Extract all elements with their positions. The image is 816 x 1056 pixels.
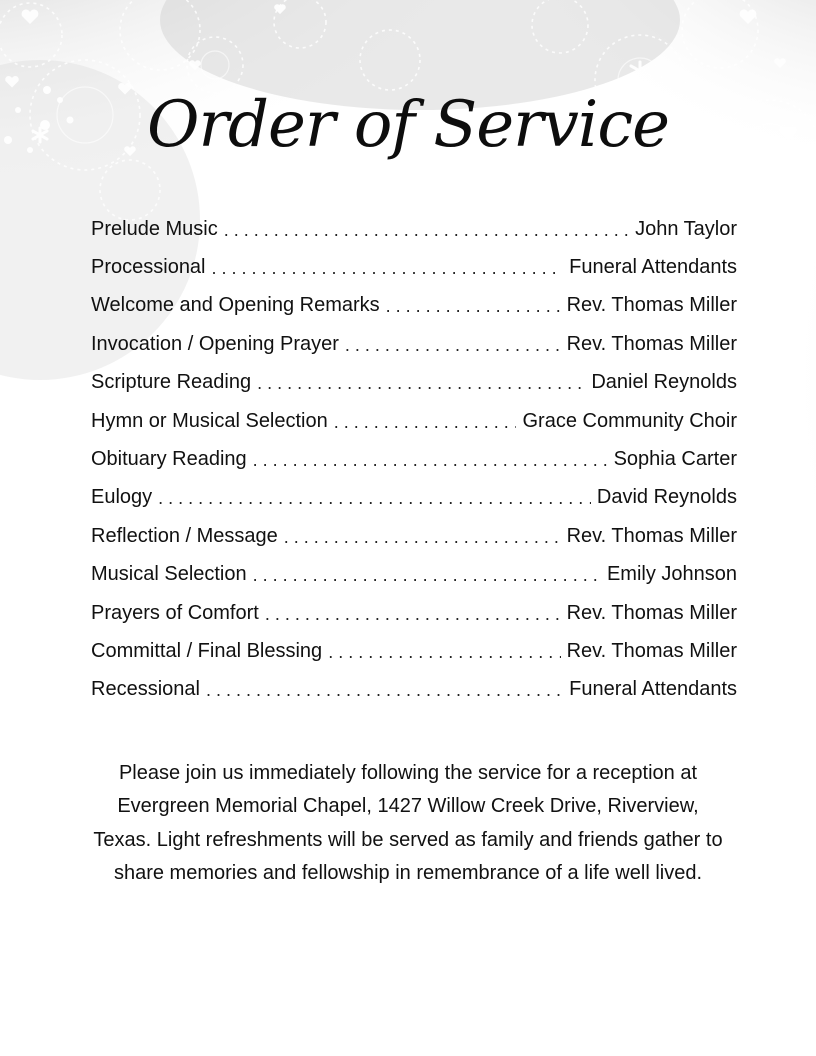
program-item-label: Reflection / Message bbox=[91, 524, 278, 547]
leader-dots bbox=[386, 296, 561, 317]
program-row bbox=[91, 556, 737, 594]
leader-dots bbox=[265, 604, 561, 625]
leader-dots bbox=[328, 642, 560, 663]
program-item-label: Invocation / Opening Prayer bbox=[91, 332, 339, 355]
program-item-person: John Taylor bbox=[635, 217, 737, 240]
program-row bbox=[91, 594, 737, 632]
reception-paragraph: Please join us immediately following the service for a reception at Evergreen Memorial Chapel, 1427 Willow Creek Drive, Riverview, Texas. Light refreshments will be served as family and friends gather to share memories and fellowship in remembrance of a life well lived. bbox=[93, 762, 723, 884]
program-row bbox=[91, 402, 737, 440]
program-item-label: Prelude Music bbox=[91, 217, 218, 240]
program-item-person: Funeral Attendants bbox=[569, 256, 737, 279]
program-item-label: Hymn or Musical Selection bbox=[91, 409, 328, 432]
leader-dots bbox=[253, 565, 601, 586]
program-row bbox=[91, 671, 737, 709]
program-item-person: Rev. Thomas Miller bbox=[566, 294, 737, 317]
program-item-person: Rev. Thomas Miller bbox=[566, 601, 737, 624]
program-item-label: Obituary Reading bbox=[91, 448, 247, 471]
program-item-label: Eulogy bbox=[91, 486, 153, 509]
program-item-label: Committal / Final Blessing bbox=[91, 639, 323, 662]
program-row bbox=[91, 479, 737, 517]
program-item-person: Daniel Reynolds bbox=[591, 371, 737, 394]
program-row bbox=[91, 632, 737, 670]
service-program-list bbox=[91, 210, 737, 709]
page-title: Order of Service bbox=[146, 88, 670, 162]
program-item-person: Rev. Thomas Miller bbox=[566, 639, 737, 662]
leader-dots bbox=[206, 680, 563, 701]
leader-dots bbox=[158, 488, 591, 509]
program-item-person: Funeral Attendants bbox=[569, 678, 737, 701]
program-item-label: Processional bbox=[91, 256, 206, 279]
program-row bbox=[91, 248, 737, 286]
leader-dots bbox=[253, 450, 608, 471]
program-item-person: Rev. Thomas Miller bbox=[566, 524, 737, 547]
program-item-person: Rev. Thomas Miller bbox=[566, 332, 737, 355]
leader-dots bbox=[257, 373, 585, 394]
program-item-label: Musical Selection bbox=[91, 563, 247, 586]
leader-dots bbox=[334, 412, 517, 433]
program-row bbox=[91, 287, 737, 325]
program-item-label: Prayers of Comfort bbox=[91, 601, 259, 624]
program-row bbox=[91, 440, 737, 478]
leader-dots bbox=[224, 220, 629, 241]
program-item-label: Welcome and Opening Remarks bbox=[91, 294, 380, 317]
leader-dots bbox=[212, 258, 564, 279]
program-row bbox=[91, 517, 737, 555]
program-item-person: Sophia Carter bbox=[613, 448, 737, 471]
program-row bbox=[91, 325, 737, 363]
program-item-person: Emily Johnson bbox=[606, 563, 737, 586]
program-item-person: David Reynolds bbox=[596, 486, 737, 509]
program-item-label: Scripture Reading bbox=[91, 371, 252, 394]
program-item-label: Recessional bbox=[91, 678, 200, 701]
leader-dots bbox=[284, 527, 561, 548]
program-row bbox=[91, 364, 737, 402]
leader-dots bbox=[345, 335, 561, 356]
program-row bbox=[91, 210, 737, 248]
program-item-person: Grace Community Choir bbox=[522, 409, 737, 432]
